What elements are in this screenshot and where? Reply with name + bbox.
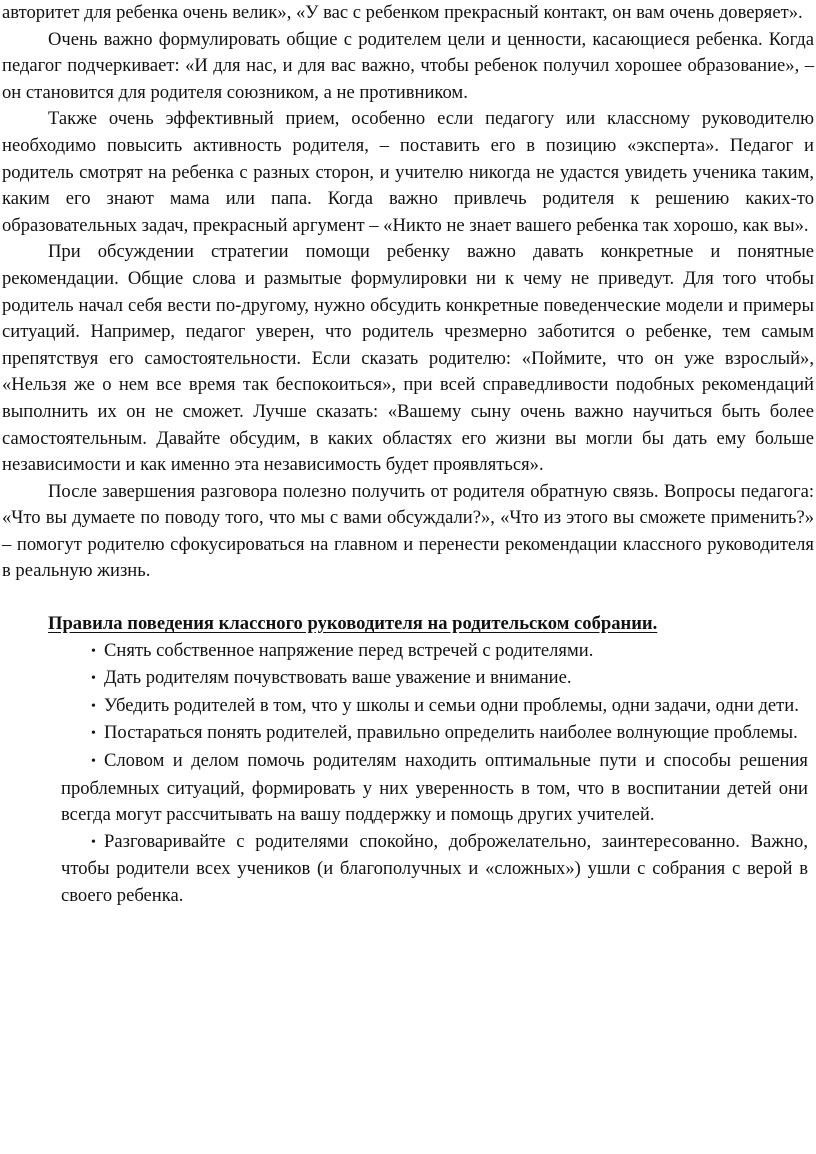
list-item — [2, 638, 814, 666]
list-item — [2, 720, 814, 748]
rules-heading: Правила поведения классного руководителя на родительском собрании. — [48, 613, 658, 635]
rule-text: Снять собственное напряжение перед встречей с родителями. — [104, 639, 594, 661]
bullet-icon: • — [91, 643, 96, 659]
list-item — [2, 665, 814, 693]
bullet-icon: • — [91, 754, 96, 770]
bullet-icon: • — [91, 834, 96, 850]
list-item — [2, 748, 814, 829]
section-spacer — [2, 585, 814, 611]
rule-text: Разговаривайте с родителями спокойно, доброжелательно, заинтересованно. Важно, чтобы родители всех учеников (и благополучных и «сложных») ушли с собрания с верой в своего ребенка. — [61, 830, 808, 906]
rule-text: Словом и делом помочь родителям находить оптимальные пути и способы решения проблемных ситуаций, формировать у них уверенность в том, что в воспитании детей они всегда могут рассчитывать на вашу поддержку и помощь других учителей. — [61, 750, 808, 826]
list-item — [2, 693, 814, 721]
rule-text: Убедить родителей в том, что у школы и семьи одни проблемы, одни задачи, одни дети. — [104, 694, 799, 716]
list-item — [2, 829, 814, 910]
bullet-icon: • — [91, 726, 96, 742]
paragraph-3: Также очень эффективный прием, особенно если педагогу или классному руководителю необходимо повысить активность родителя, – поставить его в позицию «эксперта». Педагог и родитель смотрят на ребенка с разных сторон, и учителю никогда не удастся увидеть ученика таким, каким его знают мама или папа. Когда важно привлечь родителя к решению каких-то образовательных задач, прекрасный аргумент – «Никто не знает вашего ребенка так хорошо, как вы». — [2, 108, 814, 236]
rule-text: Дать родителям почувствовать ваше уважение и внимание. — [104, 667, 572, 689]
paragraph-4: При обсуждении стратегии помощи ребенку важно давать конкретные и понятные рекомендации. Общие слова и размытые формулировки ни к чему не приведут. Для того чтобы родитель начал себя вести по-другому, нужно обсудить конкретные поведенческие модели и примеры ситуаций. Например, педагог уверен, что родитель чрезмерно заботится о ребенке, тем самым препятствуя его самостоятельности. Если сказать родителю: «Поймите, что он уже взрослый», «Нельзя же о нем все время так беспокоиться», при всей справедливости подобных рекомендаций выполнить их он не сможет. Лучше сказать: «Вашему сыну очень важно научиться быть более самостоятельным. Давайте обсудим, в каких областях его жизни вы могли бы дать ему больше независимости и как именно эта независимость будет проявляться». — [2, 241, 814, 476]
rules-list — [2, 638, 814, 910]
bullet-icon: • — [91, 671, 96, 687]
paragraph-1: авторитет для ребенка очень велик», «У вас с ребенком прекрасный контакт, он вам очень доверяет». — [2, 2, 803, 23]
paragraph-5: После завершения разговора полезно получить от родителя обратную связь. Вопросы педагога: «Что вы думаете по поводу того, что мы с вами обсуждали?», «Что из этого вы сможете применить?» – помогут родителю сфокусироваться на главном и перенести рекомендации классного руководителя в реальную жизнь. — [2, 480, 814, 582]
bullet-icon: • — [91, 698, 96, 714]
paragraph-2: Очень важно формулировать общие с родителем цели и ценности, касающиеся ребенка. Когда педагог подчеркивает: «И для нас, и для вас важно, чтобы ребенок получил хорошее образование», – он становится для родителя союзником, а не противником. — [2, 28, 814, 103]
rule-text: Постараться понять родителей, правильно определить наиболее волнующие проблемы. — [104, 722, 798, 744]
